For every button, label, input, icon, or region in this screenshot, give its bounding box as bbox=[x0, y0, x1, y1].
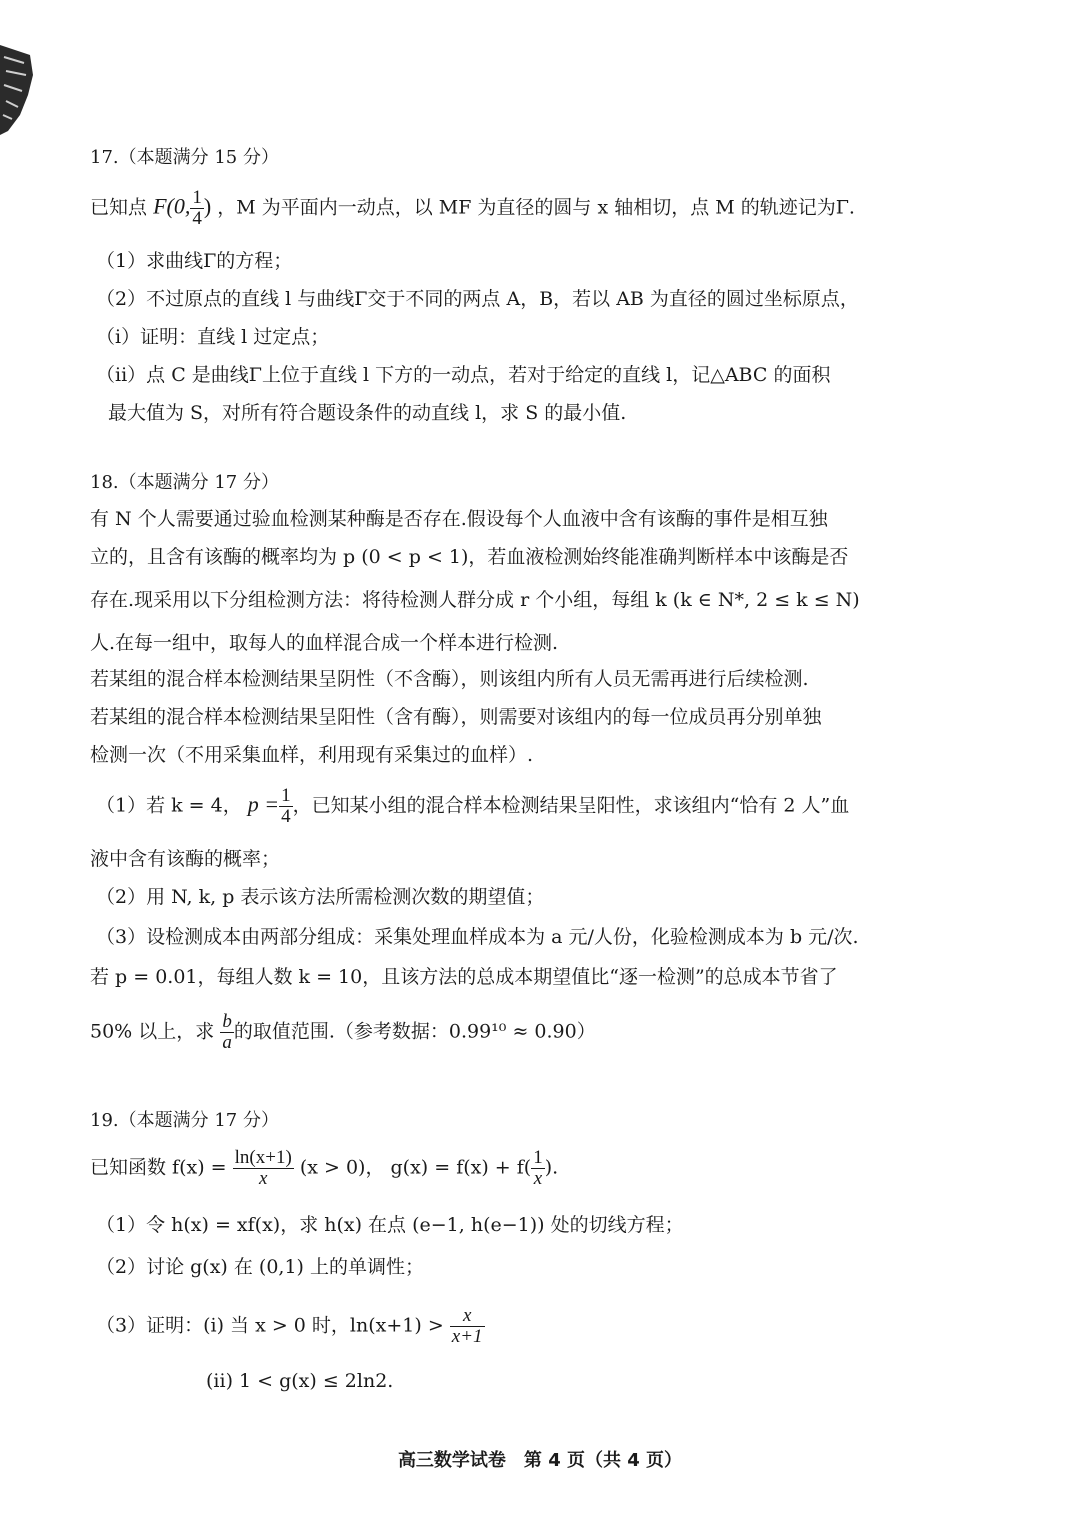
problem-19-part-3: （3）证明：(i) 当 x > 0 时，ln(x+1) > $\frac{x}{x+1}$ bbox=[96, 1305, 483, 1347]
problem-17-part-2-ii: （ii）点 C 是曲线Γ上位于直线 l 下方的一动点，若对于给定的直线 l，记△ABC 的面积 bbox=[96, 364, 831, 386]
problem-19-intro: 已知函数 f(x) = $\frac{\ln(x+1)}{x}$ (x > 0)， g(x) = f(x) + f( $\frac{1}{x}$ ). bbox=[90, 1147, 559, 1189]
fraction-ln-over-x: $\frac{\ln(x+1)}{x}$ bbox=[234, 1147, 292, 1189]
problem-17-intro: 已知点 F(0, $\frac{1}{4}$ ) ，M 为平面内一动点，以 MF 为直径的圆与 x 轴相切，点 M 的轨迹记为Γ. bbox=[90, 187, 855, 229]
problem-19-part-1: （1）令 h(x) = xf(x)，求 h(x) 在点 (e−1, h(e−1)) 处的切线方程； bbox=[96, 1214, 684, 1236]
problem-18-text-3: 存在.现采用以下分组检测方法：将待检测人群分成 r 个小组，每组 k (k ∈ N*, 2 ≤ k ≤ N) bbox=[90, 589, 860, 611]
corner-scan-mark bbox=[0, 45, 34, 135]
problem-18-part-1: （1）若 k = 4， p = $\frac{1}{4}$ ，已知某小组的混合样本检测结果呈阳性，求该组内“恰有 2 人”血 bbox=[96, 785, 850, 827]
problem-18-text-2: 立的，且含有该酶的概率均为 p (0 < p < 1)，若血液检测始终能准确判断样本中该酶是否 bbox=[90, 546, 849, 568]
problem-18-text-6: 若某组的混合样本检测结果呈阳性（含有酶），则需要对该组内的每一位成员再分别单独 bbox=[90, 706, 822, 728]
fraction-x-over-x-plus-1: $\frac{x}{x+1}$ bbox=[451, 1305, 483, 1347]
problem-19-part-3-ii: (ii) 1 < g(x) ≤ 2ln2. bbox=[206, 1370, 394, 1392]
problem-17-part-2: （2）不过原点的直线 l 与曲线Γ交于不同的两点 A，B，若以 AB 为直径的圆过坐标原点， bbox=[96, 288, 859, 310]
fraction-one-quarter: $\frac{1}{4}$ bbox=[281, 785, 291, 827]
problem-18-part-1-cont: 液中含有该酶的概率； bbox=[90, 848, 281, 870]
problem-18-text-7: 检测一次（不用采集血样，利用现有采集过的血样）. bbox=[90, 744, 534, 766]
problem-18-text-1: 有 N 个人需要通过验血检测某种酶是否存在.假设每个人血液中含有该酶的事件是相互独 bbox=[90, 508, 828, 530]
problem-17-header: 17.（本题满分 15 分） bbox=[90, 147, 279, 168]
problem-18-part-3-cont: 若 p = 0.01，每组人数 k = 10，且该方法的总成本期望值比“逐一检测”的总成本节省了 bbox=[90, 966, 838, 988]
problem-17-part-2-i: （i）证明：直线 l 过定点； bbox=[96, 326, 330, 348]
fraction-one-quarter: $\frac{1}{4}$ bbox=[192, 187, 202, 229]
problem-19-part-2: （2）讨论 g(x) 在 (0,1) 上的单调性； bbox=[96, 1256, 424, 1278]
problem-18-text-4: 人.在每一组中，取每人的血样混合成一个样本进行检测. bbox=[90, 632, 559, 654]
fraction-one-over-x: $\frac{1}{x}$ bbox=[533, 1147, 543, 1189]
problem-18-part-3-end: 50% 以上，求 $\frac{b}{a}$ 的取值范围.（参考数据：0.99¹⁰ ≈ 0.90） bbox=[90, 1011, 596, 1053]
problem-18-header: 18.（本题满分 17 分） bbox=[90, 472, 279, 493]
problem-18-part-3: （3）设检测成本由两部分组成：采集处理血样成本为 a 元/人份，化验检测成本为 b 元/次. bbox=[96, 926, 859, 948]
problem-17-part-2-ii-cont: 最大值为 S，对所有符合题设条件的动直线 l，求 S 的最小值. bbox=[108, 402, 627, 424]
problem-19-header: 19.（本题满分 17 分） bbox=[90, 1110, 279, 1131]
problem-18-text-5: 若某组的混合样本检测结果呈阴性（不含酶），则该组内所有人员无需再进行后续检测. bbox=[90, 668, 809, 690]
page-footer: 高三数学试卷 第 4 页（共 4 页） bbox=[397, 1450, 683, 1471]
problem-17-part-1: （1）求曲线Γ的方程； bbox=[96, 250, 293, 272]
problem-18-part-2: （2）用 N, k, p 表示该方法所需检测次数的期望值； bbox=[96, 886, 545, 908]
fraction-b-over-a: $\frac{b}{a}$ bbox=[222, 1011, 232, 1053]
